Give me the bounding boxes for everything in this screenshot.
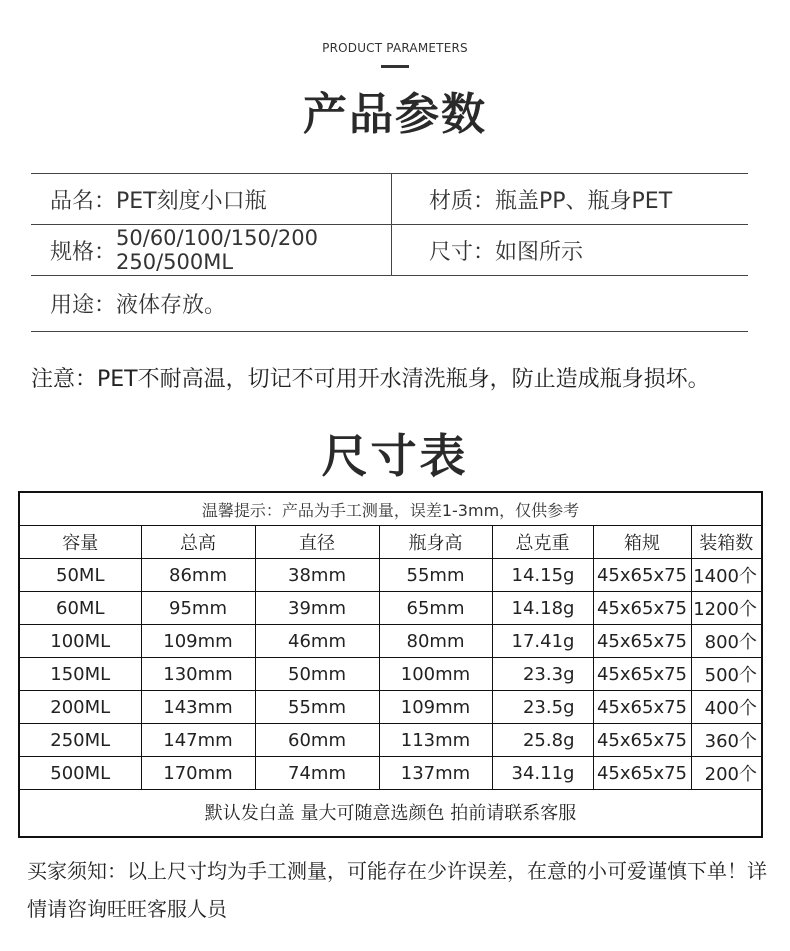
size-table-footer: 默认发白盖 量大可随意选颜色 拍前请联系客服 [204, 803, 577, 824]
header-capacity: 容量 [20, 526, 141, 559]
cell-carton-size: 45x65x75 [593, 625, 691, 658]
title-divider [381, 65, 409, 68]
param-spec [50, 225, 318, 275]
table-row [20, 592, 761, 625]
param-usage-text: 用途：液体存放。 [50, 293, 227, 318]
cell-diameter: 50mm [255, 658, 379, 691]
cell-body-height: 80mm [379, 625, 492, 658]
header-pack-count: 装箱数 [691, 526, 761, 559]
cell-total-height: 170mm [141, 757, 255, 790]
cell-diameter: 74mm [255, 757, 379, 790]
header-weight: 总克重 [492, 526, 593, 559]
cell-pack-count: 500个 [691, 658, 761, 691]
param-spec-line2: 250/500ML [116, 250, 234, 274]
cell-capacity: 60ML [20, 592, 141, 625]
header-total-height: 总高 [141, 526, 255, 559]
param-name-text: 品名：PET刻度小口瓶 [50, 188, 267, 214]
cell-capacity: 50ML [20, 559, 141, 592]
cell-pack-count: 360个 [691, 724, 761, 757]
size-table-grid [20, 526, 761, 790]
cell-capacity: 500ML [20, 757, 141, 790]
cell-diameter: 46mm [255, 625, 379, 658]
cell-diameter: 39mm [255, 592, 379, 625]
header-carton-size: 箱规 [593, 526, 691, 559]
table-row [20, 691, 761, 724]
table-row [20, 625, 761, 658]
cell-carton-size: 45x65x75 [593, 592, 691, 625]
cell-pack-count: 200个 [691, 757, 761, 790]
cell-total-height: 109mm [141, 625, 255, 658]
cell-capacity: 100ML [20, 625, 141, 658]
cell-weight: 23.3g [492, 658, 593, 691]
param-material [429, 174, 672, 224]
cell-pack-count: 400个 [691, 691, 761, 724]
table-row [20, 658, 761, 691]
table-row [20, 724, 761, 757]
cell-weight: 34.11g [492, 757, 593, 790]
cell-capacity: 200ML [20, 691, 141, 724]
cell-carton-size: 45x65x75 [593, 724, 691, 757]
params-border-bottom [31, 331, 748, 332]
table-row [20, 757, 761, 790]
notice-text: 注意：PET不耐高温，切记不可用开水清洗瓶身，防止造成瓶身损坏。 [31, 367, 710, 392]
buyer-note: 买家须知：以上尺寸均为手工测量，可能存在少许误差，在意的小可爱谨慎下单！详情请咨询旺旺客服人员 [27, 859, 767, 921]
header-body-height: 瓶身高 [379, 526, 492, 559]
cell-weight: 14.18g [492, 592, 593, 625]
cell-pack-count: 800个 [691, 625, 761, 658]
cell-carton-size: 45x65x75 [593, 559, 691, 592]
cell-total-height: 147mm [141, 724, 255, 757]
cell-capacity: 250ML [20, 724, 141, 757]
english-subtitle: PRODUCT PARAMETERS [322, 41, 468, 55]
cell-carton-size: 45x65x75 [593, 691, 691, 724]
cell-carton-size: 45x65x75 [593, 658, 691, 691]
page-title: 产品参数 [303, 89, 487, 140]
cell-diameter: 38mm [255, 559, 379, 592]
param-spec-label: 规格： [50, 239, 117, 265]
cell-weight: 17.41g [492, 625, 593, 658]
cell-total-height: 95mm [141, 592, 255, 625]
size-table [18, 491, 763, 838]
param-spec-line1: 50/60/100/150/200 [116, 226, 319, 250]
size-table-tip: 温馨提示：产品为手工测量，误差1-3mm，仅供参考 [20, 493, 761, 526]
cell-total-height: 130mm [141, 658, 255, 691]
cell-body-height: 113mm [379, 724, 492, 757]
cell-diameter: 60mm [255, 724, 379, 757]
header-diameter: 直径 [255, 526, 379, 559]
param-spec-values [116, 226, 318, 274]
size-table-header-row [20, 526, 761, 559]
table-row [20, 559, 761, 592]
cell-total-height: 143mm [141, 691, 255, 724]
cell-weight: 25.8g [492, 724, 593, 757]
cell-weight: 14.15g [492, 559, 593, 592]
cell-pack-count: 1200个 [691, 592, 761, 625]
params-divider [391, 173, 392, 275]
size-table-title: 尺寸表 [321, 429, 469, 483]
cell-body-height: 100mm [379, 658, 492, 691]
cell-body-height: 65mm [379, 592, 492, 625]
param-material-text: 材质：瓶盖PP、瓶身PET [429, 188, 673, 214]
cell-carton-size: 45x65x75 [593, 757, 691, 790]
cell-pack-count: 1400个 [691, 559, 761, 592]
cell-body-height: 55mm [379, 559, 492, 592]
cell-diameter: 55mm [255, 691, 379, 724]
param-size-text: 尺寸：如图所示 [429, 239, 584, 265]
param-usage [50, 276, 226, 331]
cell-total-height: 86mm [141, 559, 255, 592]
cell-capacity: 150ML [20, 658, 141, 691]
param-size [429, 225, 583, 275]
cell-body-height: 137mm [379, 757, 492, 790]
cell-weight: 23.5g [492, 691, 593, 724]
cell-body-height: 109mm [379, 691, 492, 724]
param-name [50, 174, 267, 224]
